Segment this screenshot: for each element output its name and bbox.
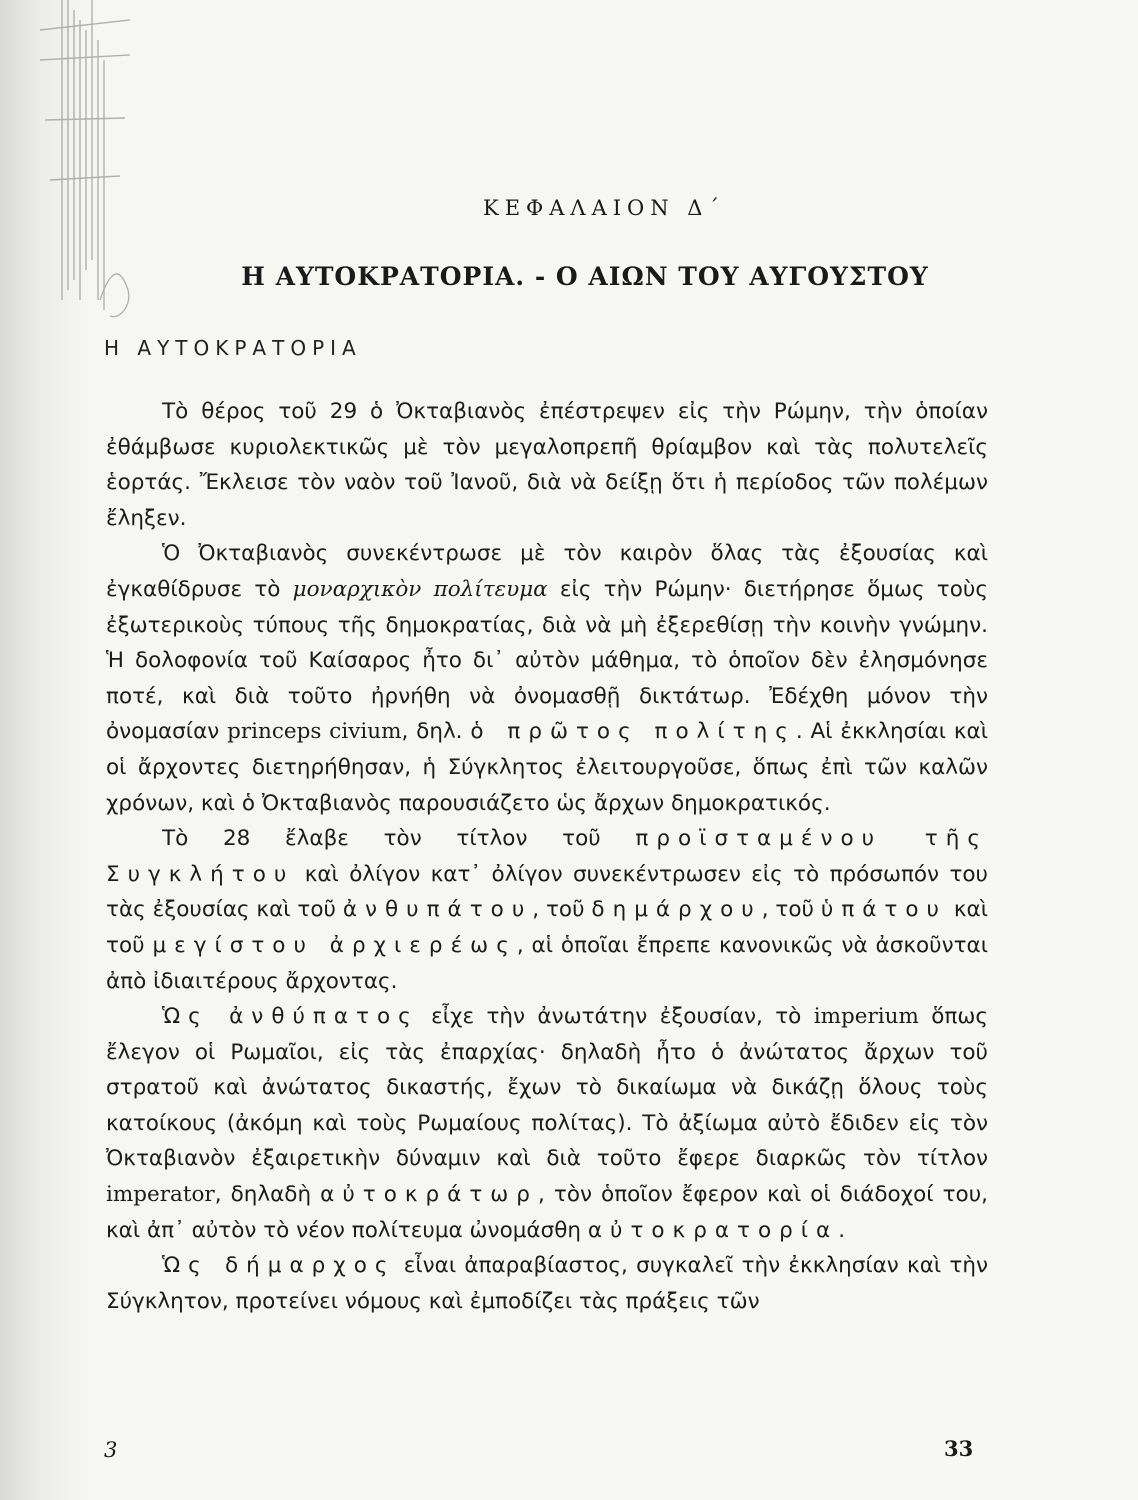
- p4-latin-term-2: imperator: [106, 1182, 215, 1208]
- body-text: [106, 394, 988, 1319]
- p4-spaced-term-3: αὐτοκρατορία: [587, 1217, 839, 1243]
- p3-text-c: , τοῦ: [532, 897, 585, 923]
- p3-text-d: , τοῦ: [761, 897, 814, 923]
- p4-latin-term-1: imperium: [813, 1004, 919, 1030]
- p3-spaced-term-4: ὑπάτου: [820, 897, 947, 923]
- page-title: Η ΑΥΤΟΚΡΑΤΟΡΙΑ. - Ο ΑΙΩΝ ΤΟΥ ΑΥΓΟΥΣΤΟΥ: [241, 262, 929, 291]
- p3-text-e: καὶ τοῦ: [106, 897, 988, 958]
- section-heading: Η ΑΥΤΟΚΡΑΤΟΡΙΑ: [104, 336, 362, 360]
- p3-spaced-term-5: μεγίστου ἀρχιερέως: [152, 932, 517, 958]
- p2-text-b: εἰς τὴν Ρώμην· διετήρησε ὅμως τοὺς ἐξωτερικοὺς τύπους τῆς δημοκρατίας, διὰ νὰ μὴ ἐξερεθίσῃ τὴν κοινὴν γνώμην. Ἡ δολοφονία τοῦ Καίσαρος ἦτο δι᾽ αὐτὸν μάθημα, τὸ ὁποῖον δὲν ἐλησμόνησε ποτέ, καὶ διὰ τοῦτο ἠρνήθη νὰ ὀνομασθῇ δικτάτωρ. Ἐδέχθη μόνον τὴν ὀνομασίαν: [106, 576, 988, 745]
- p2-latin-term: princeps civium: [227, 719, 402, 745]
- paragraph-3: [106, 821, 988, 999]
- paragraph-4: [106, 999, 988, 1248]
- p2-spaced-term: ὁ πρῶτος πολίτης: [470, 719, 796, 745]
- paragraph-1: Τὸ θέρος τοῦ 29 ὁ Ὀκταβιανὸς ἐπέστρεψεν εἰς τὴν Ρώμην, τὴν ὁποίαν ἐθάμβωσε κυριολεκτικῶς μὲ τὸν μεγαλοπρεπῆ θρίαμβον καὶ τὰς πολυτελεῖς ἑορτάς. Ἔκλεισε τὸν ναὸν τοῦ Ἰανοῦ, διὰ νὰ δείξῃ ὅτι ἡ περίοδος τῶν πολέμων ἔληξεν.: [106, 399, 988, 531]
- p4-spaced-term-1: Ὡς ἀνθύπατος: [162, 1004, 419, 1030]
- paragraph-2: [106, 536, 988, 821]
- p3-text-a: Τὸ 28 ἔλαβε τὸν τίτλον τοῦ: [162, 826, 601, 852]
- p2-italic-term: μοναρχικὸν πολίτευμα: [292, 576, 548, 602]
- p4-text-c: , δηλαδὴ: [214, 1182, 312, 1208]
- p2-text-a: Ὁ Ὀκταβιανὸς συνεκέντρωσε μὲ τὸν καιρὸν ὅλας τὰς ἐξουσίας καὶ ἐγκαθίδρυσε τὸ: [106, 541, 988, 602]
- p5-spaced-term: Ὡς δήμαρχος: [162, 1253, 396, 1279]
- p3-spaced-term-1: προϊσταμένου τῆς Συγκλήτου: [106, 826, 988, 887]
- page-number: 33: [944, 1436, 974, 1461]
- p5-text-a: εἶναι ἀπαραβίαστος, συγκαλεῖ τὴν ἐκκλησίαν καὶ τὴν Σύγκλητον, προτείνει νόμους καὶ ἐμποδίζει τὰς πράξεις τῶν: [106, 1253, 989, 1314]
- p4-text-e: .: [838, 1217, 846, 1243]
- p3-spaced-term-2: ἀνθυπάτου: [342, 897, 533, 923]
- p4-text-d: , τὸν ὁποῖον ἔφερον καὶ οἱ διάδοχοί του, καὶ ἀπ᾽ αὐτὸν τὸ νέον πολίτευμα ὠνομάσθη: [106, 1182, 988, 1243]
- chapter-heading: ΚΕΦΑΛΑΙΟΝ Δ΄: [483, 196, 725, 220]
- paragraph-5: [106, 1248, 988, 1319]
- p4-spaced-term-2: αὐτοκράτωρ: [320, 1182, 538, 1208]
- p2-text-c: , δηλ.: [401, 719, 463, 745]
- p2-text-d: . Αἱ ἐκκλησίαι καὶ οἱ ἄρχοντες διετηρήθησαν, ἡ Σύγκλητος ἐλειτουργοῦσε, ὅπως ἐπὶ τῶν καλῶν χρόνων, καὶ ὁ Ὀκταβιανὸς παρουσιάζετο ὡς ἄρχων δημοκρατικός.: [106, 719, 988, 816]
- p4-text-a: εἶχε τὴν ἀνωτάτην ἐξουσίαν, τὸ: [431, 1004, 802, 1030]
- p3-text-b: καὶ ὀλίγον κατ᾽ ὀλίγον συνεκέντρωσεν εἰς τὸ πρόσωπόν του τὰς ἐξουσίας καὶ τοῦ: [106, 861, 988, 923]
- p3-spaced-term-3: δημάρχου: [591, 897, 762, 923]
- p3-text-f: , αἱ ὁποῖαι ἔπρεπε κανονικῶς νὰ ἀσκοῦνται ἀπὸ ἰδιαιτέρους ἄρχοντας.: [106, 932, 988, 994]
- printer-signature-mark: 3: [104, 1438, 118, 1462]
- p4-text-b: ὅπως ἔλεγον οἱ Ρωμαῖοι, εἰς τὰς ἐπαρχίας· δηλαδὴ ἦτο ὁ ἀνώτατος ἄρχων τοῦ στρατοῦ καὶ ἀνώτατος δικαστής, ἔχων τὸ δικαίωμα νὰ δικάζῃ ὅλους τοὺς κατοίκους (ἀκόμη καὶ τοὺς Ρωμαίους πολίτας). Τὸ ἀξίωμα αὐτὸ ἔδιδεν εἰς τὸν Ὀκταβιανὸν ἐξαιρετικὴν δύναμιν καὶ διὰ τοῦτο ἔφερε διαρκῶς τὸν τίτλον: [106, 1004, 988, 1172]
